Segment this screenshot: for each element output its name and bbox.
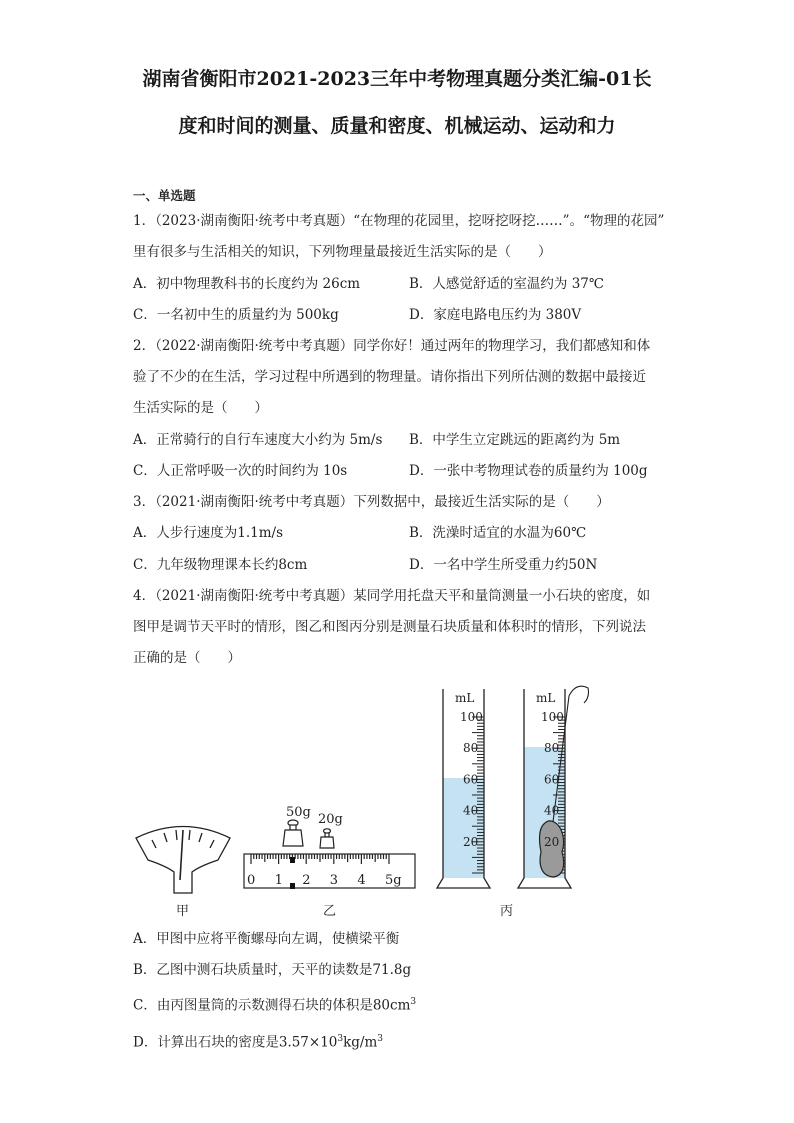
balance-scale-drawing [136, 827, 230, 894]
ruler-tick-label: 5g [385, 873, 402, 888]
cylinder-tick-label: 40 [463, 803, 479, 818]
q2-stem-line2: 验了不少的在生活，学习过程中所遇到的物理量。请你指出下列所估测的数据中最接近 [133, 369, 646, 385]
q4-option-d-unit: kg/m [343, 1034, 378, 1051]
ruler-tick-label: 2 [302, 873, 311, 888]
figure-label-yi: 乙 [323, 904, 337, 919]
cylinder-tick-label: 100 [460, 710, 483, 724]
cylinder-tick-label: 40 [544, 803, 560, 818]
q3-option-b[interactable]: B．洗澡时适宜的水温为60℃ [409, 525, 587, 541]
q4-option-d-text: D．计算出石块的密度是3.57×10 [133, 1034, 338, 1051]
q2-stem-line3: 生活实际的是（ ） [133, 400, 268, 416]
ruler-tick-label: 3 [329, 873, 339, 888]
q4-option-d-sup1: 3 [337, 1034, 344, 1044]
q3-stem-line1: 3．（2021·湖南衡阳·统考中考真题）下列数据中，最接近生活实际的是（ ） [133, 494, 610, 510]
q4-option-a[interactable]: A．甲图中应将平衡螺母向左调，使横梁平衡 [133, 931, 400, 947]
ruler-tick-label: 0 [247, 873, 256, 888]
cylinder-tick-label: 20 [544, 834, 560, 849]
q3-option-a[interactable]: A．人步行速度为1.1m/s [133, 525, 283, 541]
cylinder-tick-label: 100 [541, 710, 564, 724]
cylinder-tick-label: 60 [544, 772, 560, 787]
cylinder-tick-label: 60 [463, 772, 479, 787]
q1-option-d[interactable]: D．家庭电路电压约为 380V [409, 307, 582, 323]
q4-option-d-sup2: 3 [377, 1034, 384, 1044]
weight-20g-label: 20g [318, 812, 343, 827]
page-title-line2: 度和时间的测量、质量和密度、机械运动、运动和力 [178, 115, 616, 137]
q1-stem-line1: 1．（2023·湖南衡阳·统考中考真题）“在物理的花园里，挖呀挖呀挖……”。“物理的花园” [133, 213, 665, 229]
ruler-tick-label: 1 [274, 873, 283, 888]
q2-option-b[interactable]: B．中学生立定跳远的距离约为 5m [409, 432, 621, 448]
q3-option-c[interactable]: C．九年级物理课本长约8cm [133, 557, 308, 573]
q1-option-c[interactable]: C．一名初中生的质量约为 500kg [133, 307, 339, 323]
ruler-tick-label: 4 [357, 873, 366, 888]
q1-option-a[interactable]: A．初中物理教科书的长度约为 26cm [133, 276, 361, 292]
q4-option-c-sup: 3 [410, 997, 417, 1007]
cylinder1-unit: mL [455, 691, 475, 705]
q4-stem-line3: 正确的是（ ） [133, 650, 241, 666]
q2-option-d[interactable]: D．一张中考物理试卷的质量约为 100g [409, 463, 648, 479]
water-fill-60ml [443, 778, 484, 878]
q4-option-c[interactable] [133, 992, 416, 1016]
q4-option-b[interactable]: B．乙图中测石块质量时，天平的读数是71.8g [133, 962, 412, 978]
weight-50g-drawing [283, 820, 303, 846]
cylinder-tick-label: 80 [544, 741, 560, 756]
cylinder-tick-label: 20 [463, 834, 479, 849]
cylinder2-unit: mL [536, 691, 556, 705]
weight-20g-drawing [320, 829, 334, 848]
q4-option-d[interactable] [133, 1029, 383, 1053]
q2-option-a[interactable]: A．正常骑行的自行车速度大小约为 5m/s [133, 432, 383, 448]
q1-stem-line2: 里有很多与生活相关的知识，下列物理量最接近生活实际的是（ ） [133, 244, 552, 260]
figure-label-jia: 甲 [176, 904, 190, 919]
q4-stem-line2: 图甲是调节天平时的情形，图乙和图丙分别是测量石块质量和体积时的情形，下列说法 [133, 619, 646, 635]
section-heading: 一、单选题 [133, 188, 196, 203]
figure-label-bing: 丙 [500, 904, 514, 919]
cylinder-tick-label: 80 [463, 741, 479, 756]
q4-option-c-text: C．由丙图量筒的示数测得石块的体积是80cm [133, 997, 411, 1014]
q2-stem-line1: 2．（2022·湖南衡阳·统考中考真题）同学你好！通过两年的物理学习，我们都感知和体 [133, 338, 651, 354]
q3-option-d[interactable]: D．一名中学生所受重力约50N [409, 557, 598, 573]
q1-option-b[interactable]: B．人感觉舒适的室温约为 37℃ [409, 276, 604, 292]
page-title-line1: 湖南省衡阳市2021-2023三年中考物理真题分类汇编-01长 [142, 68, 652, 90]
stone [540, 821, 564, 877]
q4-stem-line1: 4．（2021·湖南衡阳·统考中考真题）某同学用托盘天平和量筒测量一小石块的密度，如 [133, 588, 651, 604]
q2-option-c[interactable]: C．人正常呼吸一次的时间约为 10s [133, 463, 348, 479]
weight-50g-label: 50g [286, 805, 311, 820]
